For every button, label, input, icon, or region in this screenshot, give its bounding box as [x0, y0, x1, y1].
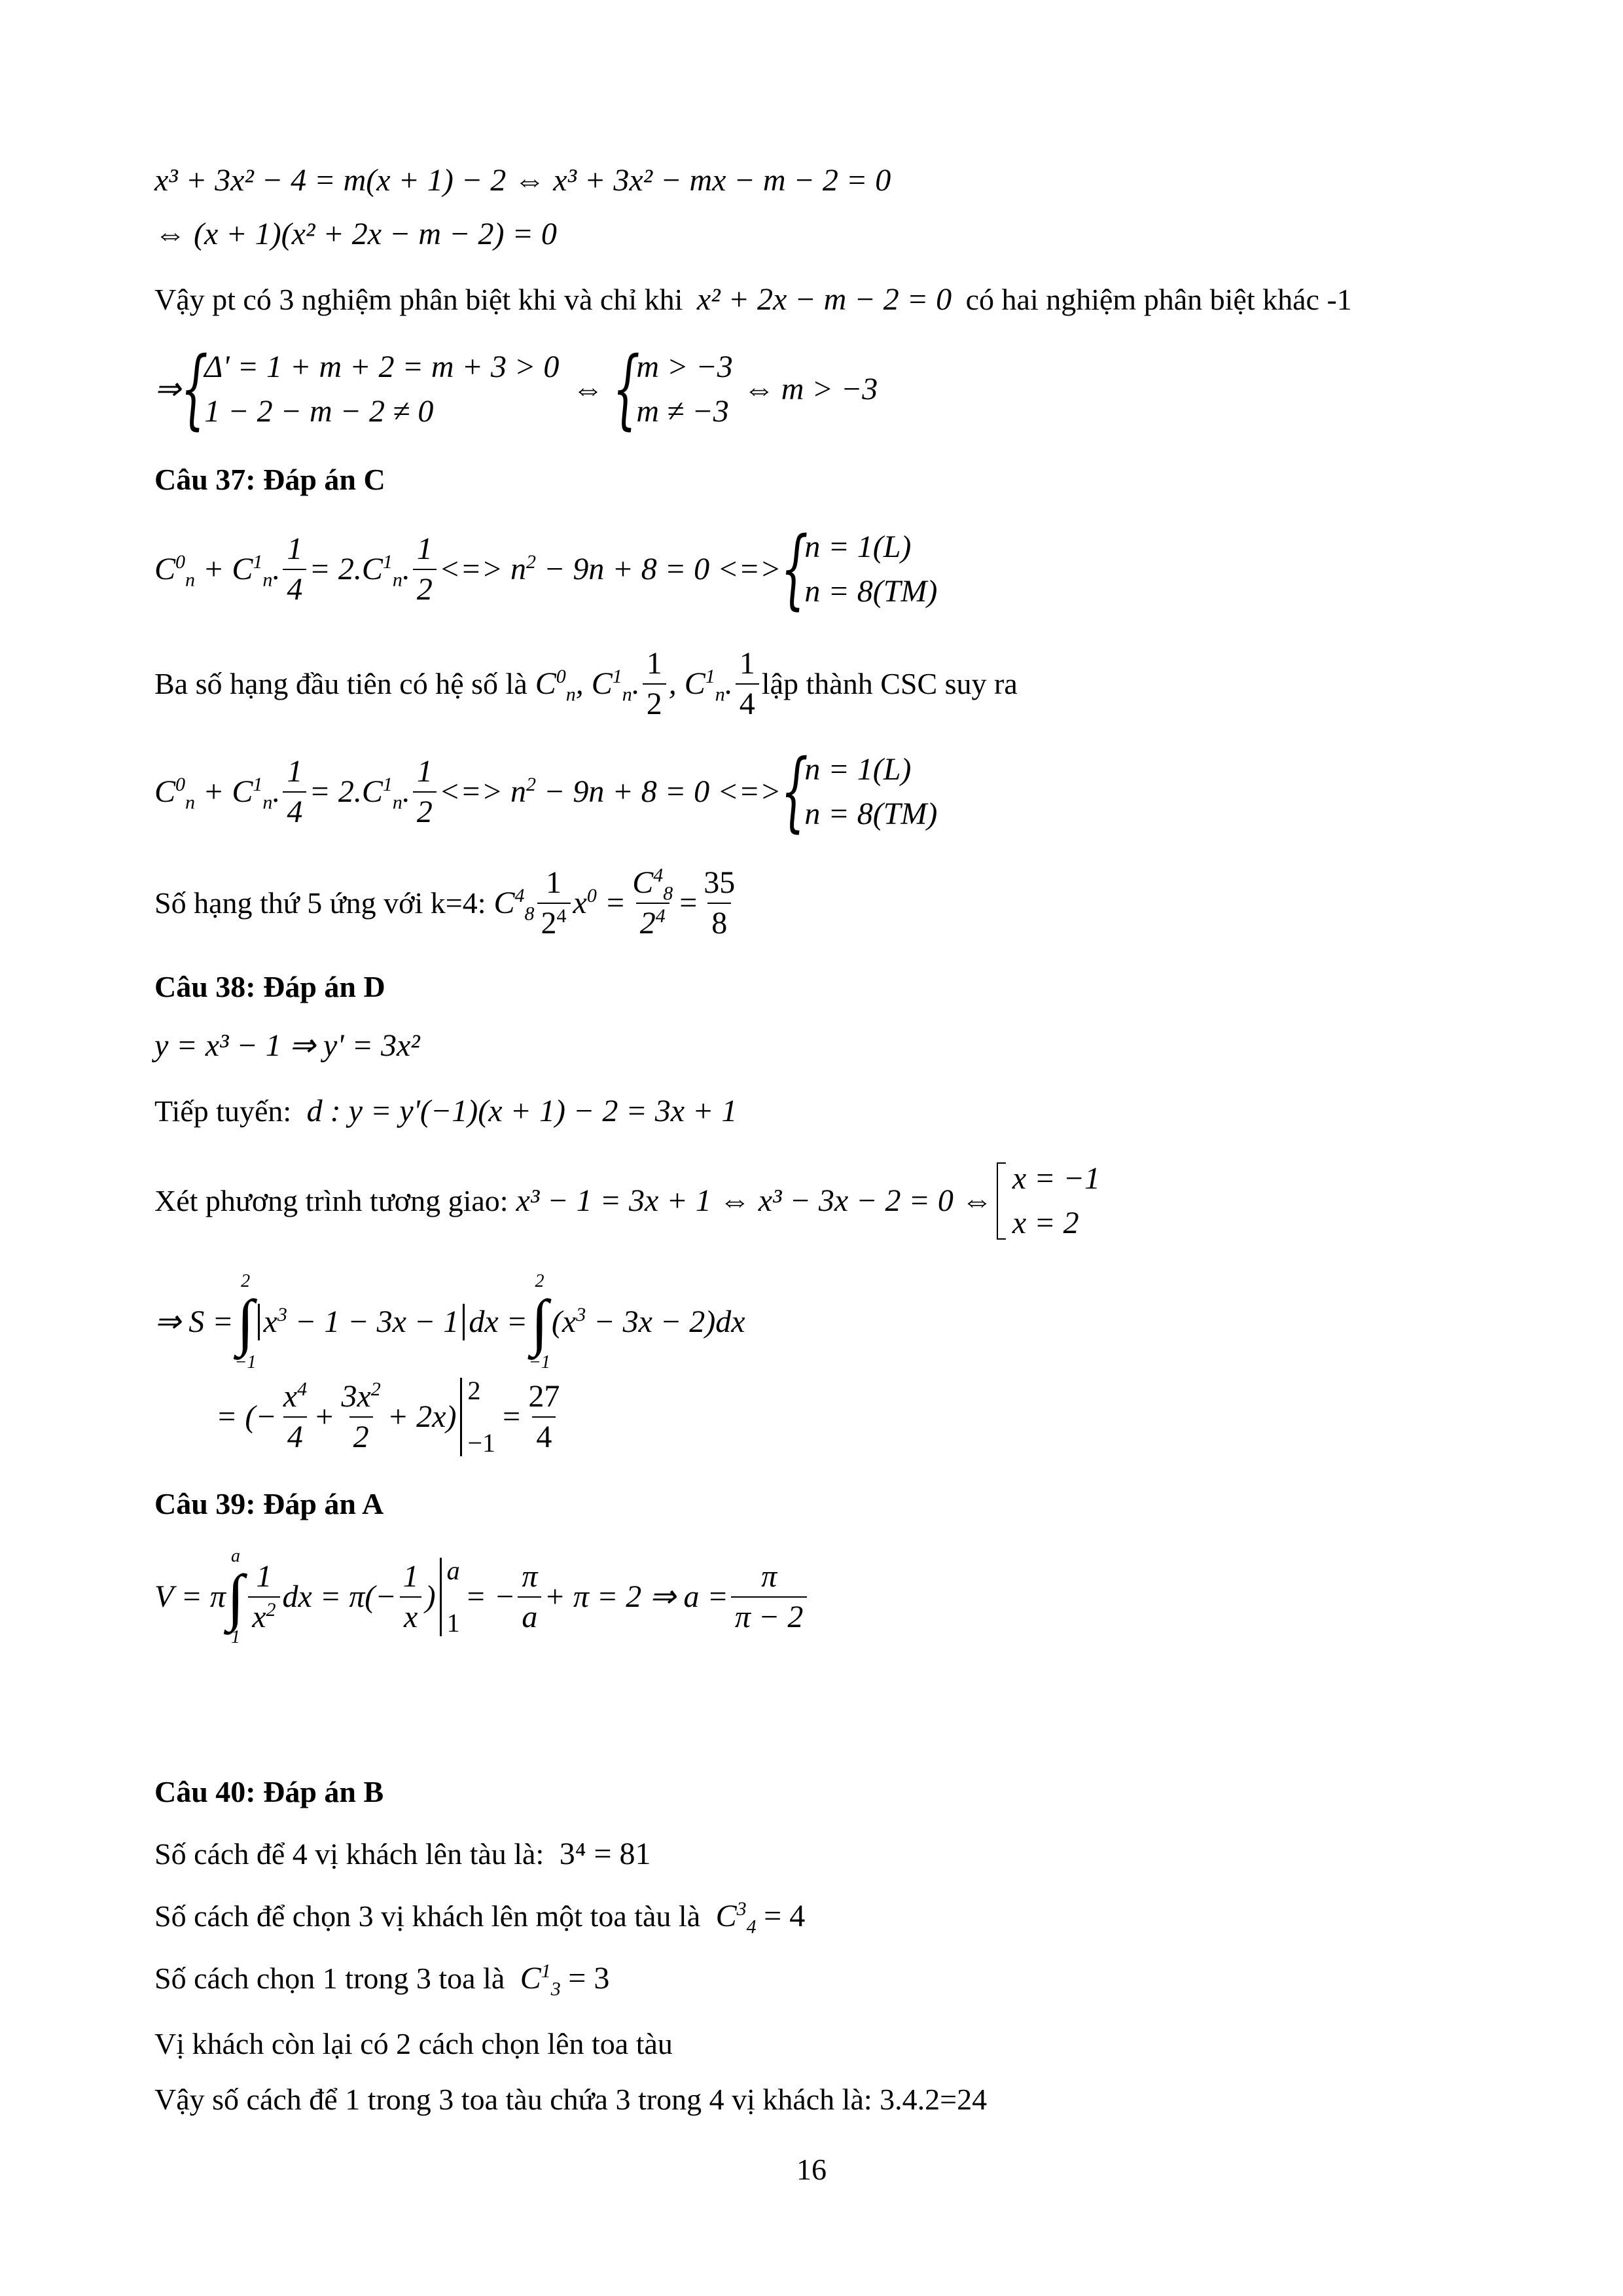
q37-equation-1: $C^0_n + C^1_n$. $\frac{1}{4}$ = $2.C^1_n$. $\frac{1}{2}$ <=> $n^2 - 9n + 8 = 0$ <=> { n = 1(L) n = 8(TM) [154, 519, 938, 619]
q39-volume: V = π a ∫ 1 $\frac{1}{x^2}$ dx = π(− $\frac{1}{x}$ ) a 1 = − $\frac{\pi}{a}$ + π = 2 ⇒ a = $\frac{\pi}{\pi - 2}$ [154, 1545, 810, 1649]
q40-line-3: Số cách chọn 1 trong 3 toa là $C^1_3 = 3$ [154, 1960, 610, 2000]
q40-line-2: Số cách để chọn 3 vị khách lên một toa tàu là $C^3_4 = 4$ [154, 1898, 806, 1938]
page-number: 16 [796, 2153, 827, 2186]
q40-line-4: Vị khách còn lại có 2 cách chọn lên toa tàu [154, 2027, 673, 2060]
q39-heading: Câu 39: Đáp án A [154, 1487, 384, 1520]
q37-text: Ba số hạng đầu tiên có hệ số là $C^0_n$, $C^1_n$. $\frac{1}{2}$ , $C^1_n$. $\frac{1}{4}$ lập thành CSC suy ra [154, 646, 1018, 721]
q38-tangent: Tiếp tuyến: d : y = y'(−1)(x + 1) − 2 = 3x + 1 [154, 1094, 738, 1128]
q37-heading: Câu 37: Đáp án C [154, 463, 385, 496]
q38-intersection: Xét phương trình tương giao: x³ − 1 = 3x + 1 ⇔ x³ − 3x − 2 = 0 ⇔ x = −1 x = 2 [154, 1160, 1101, 1240]
q40-line-1: Số cách để 4 vị khách lên tàu là: 3⁴ = 81 [154, 1837, 651, 1871]
q38-area-integral: ⇒ S = 2 ∫ −1 $x^3 - 1 - 3x - 1$ dx = 2 ∫ −1 $(x^3 - 3x - 2)dx$ [154, 1271, 745, 1372]
q37-term: Số hạng thứ 5 ứng với k=4: $C^4_8$ $\frac{1}{2^4}$ $x^0$ = $\frac{C^4_8}{2^4}$ = $\frac{35}{8}$ [154, 865, 736, 941]
q40-line-5: Vậy số cách để 1 trong 3 toa tàu chứa 3 trong 4 vị khách là: 3.4.2=24 [154, 2083, 988, 2116]
conclusion-line: Vậy pt có 3 nghiệm phân biệt khi và chỉ khi x² + 2x − m − 2 = 0 có hai nghiệm phân biệt khác -1 [154, 282, 1352, 317]
system-condition: ⇒ { Δ' = 1 + m + 2 = m + 3 > 0 1 − 2 − m − 2 ≠ 0 ⇔ { m > −3 m ≠ −3 ⇔ m > −3 [154, 339, 878, 439]
q40-heading: Câu 40: Đáp án B [154, 1775, 384, 1808]
q38-area-result: = (− $\frac{x^4}{4}$ + $\frac{3x^2}{2}$ + 2x) 2 −1 = $\frac{27}{4}$ [216, 1376, 560, 1458]
equation-line-1: x³ + 3x² − 4 = m(x + 1) − 2 ⇔ x³ + 3x² − mx − m − 2 = 0 [154, 163, 891, 198]
q38-derivative: y = x³ − 1 ⇒ y' = 3x² [154, 1028, 420, 1063]
equation-line-2: ⇔ (x + 1)(x² + 2x − m − 2) = 0 [154, 217, 557, 251]
q37-equation-2: $C^0_n + C^1_n$. $\frac{1}{4}$ = $2.C^1_n$. $\frac{1}{2}$ <=> $n^2 - 9n + 8 = 0$ <=> { n = 1(L) n = 8(TM) [154, 742, 938, 842]
q38-heading: Câu 38: Đáp án D [154, 970, 385, 1003]
